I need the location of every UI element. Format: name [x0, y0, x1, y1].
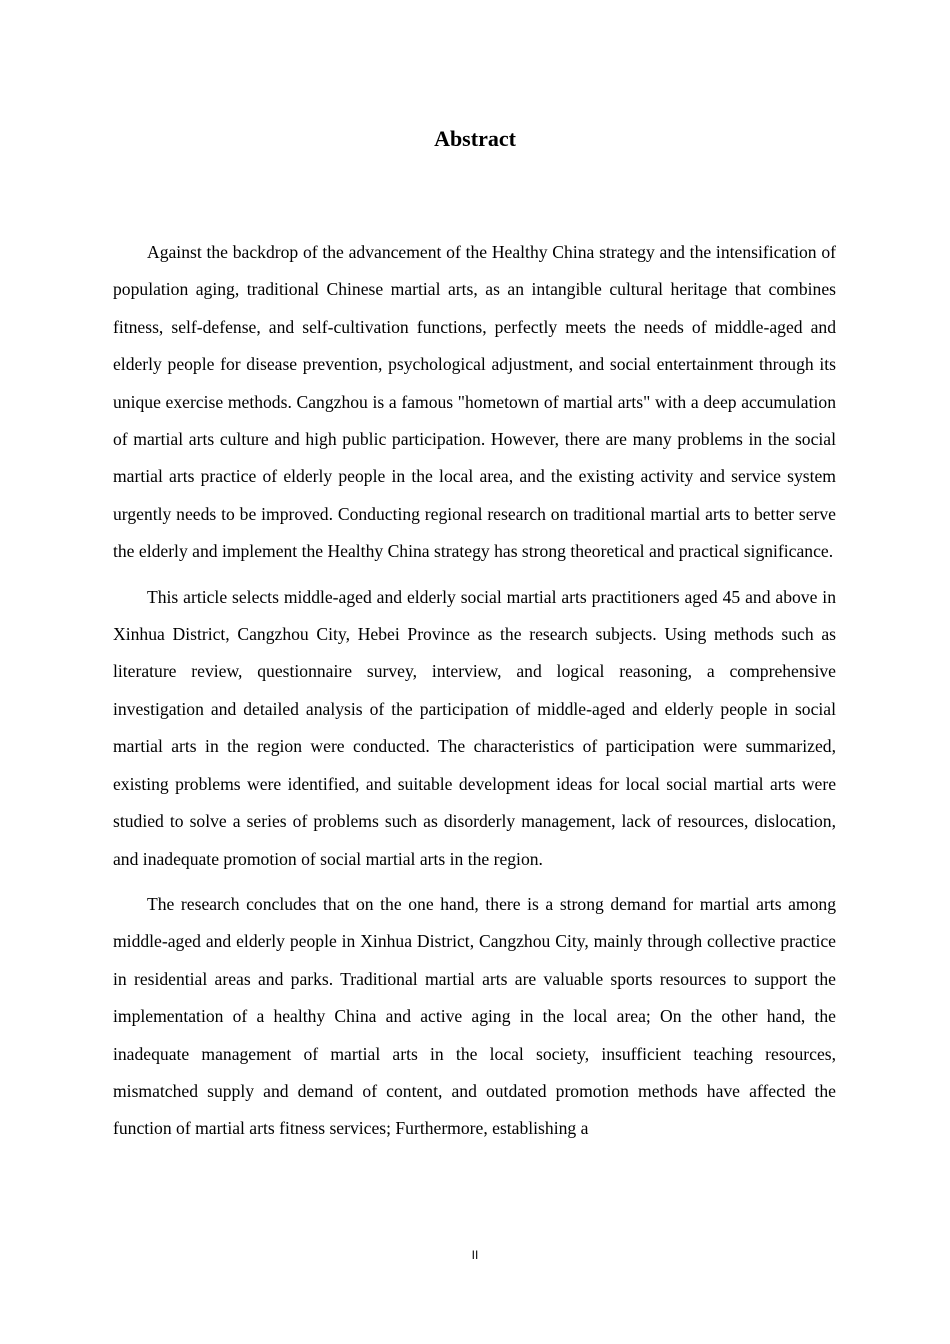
- paragraph-2: This article selects middle-aged and elderly social martial arts practitioners aged 45 and above in Xinhua District, Cangzhou City, Hebei Province as the research subjects. Using methods such as literature review, questionnaire survey, interview, and logical reasoning, a comprehensive investigation and detailed analysis of the participation of middle-aged and elderly people in social martial arts in the region were conducted. The characteristics of participation were summarized, existing problems were identified, and suitable development ideas for local social martial arts were studied to solve a series of problems such as disorderly management, lack of resources, dislocation, and inadequate promotion of social martial arts in the region.: [113, 586, 836, 869]
- abstract-body: [113, 234, 836, 1156]
- paragraph-3: The research concludes that on the one hand, there is a strong demand for martial arts among middle-aged and elderly people in Xinhua District, Cangzhou City, mainly through collective practice in residential areas and parks. Traditional martial arts are valuable sports resources to support the implementation of a healthy China and active aging in the local area; On the other hand, the inadequate management of martial arts in the local society, insufficient teaching resources, mismatched supply and demand of content, and outdated promotion methods have affected the function of martial arts fitness services; Furthermore, establishing a: [113, 893, 836, 1139]
- paragraph-1: Against the backdrop of the advancement of the Healthy China strategy and the intensification of population aging, traditional Chinese martial arts, as an intangible cultural heritage that combines fitness, self-defense, and self-cultivation functions, perfectly meets the needs of middle-aged and elderly people for disease prevention, psychological adjustment, and social entertainment through its unique exercise methods. Cangzhou is a famous "hometown of martial arts" with a deep accumulation of martial arts culture and high public participation. However, there are many problems in the social martial arts practice of elderly people in the local area, and the existing activity and service system urgently needs to be improved. Conducting regional research on traditional martial arts to better serve the elderly and implement the Healthy China strategy has strong theoretical and practical significance.: [113, 242, 836, 562]
- page-title: Abstract: [434, 126, 516, 151]
- page-number: II: [471, 1248, 479, 1262]
